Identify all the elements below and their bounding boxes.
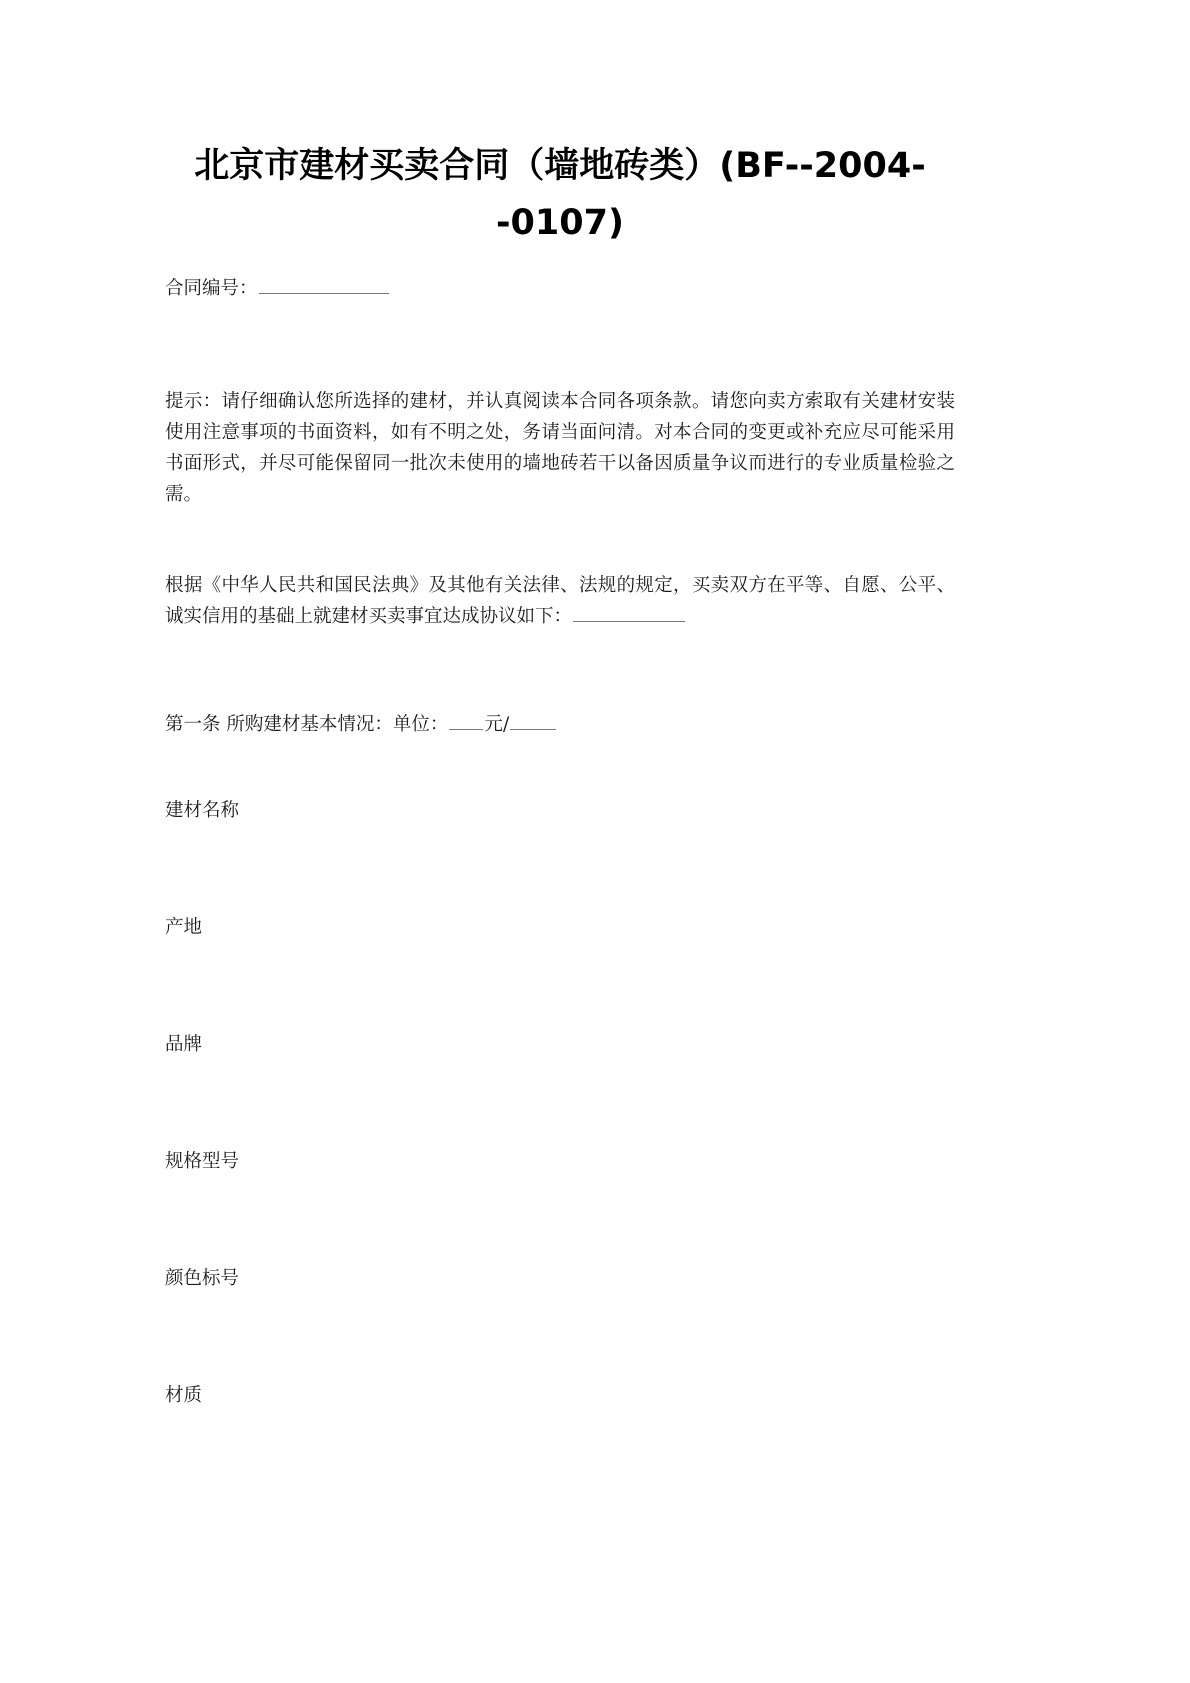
list-item: 规格型号 — [165, 1151, 240, 1173]
unit-price-field[interactable] — [449, 712, 483, 730]
clause-one-number: 第一条 — [165, 714, 221, 736]
contract-number-field[interactable] — [259, 276, 389, 294]
legal-basis-text: 根据《中华人民共和国民法典》及其他有关法律、法规的规定，买卖双方在平等、自愿、公平、诚实信用的基础上就建材买卖事宜达成协议如下： — [165, 575, 955, 628]
legal-basis-field[interactable] — [573, 604, 685, 622]
legal-basis-paragraph — [165, 570, 955, 632]
unit-separator: / — [502, 714, 510, 736]
clause-one-heading — [165, 709, 955, 740]
list-item: 产地 — [165, 917, 203, 939]
list-item: 材质 — [165, 1385, 203, 1407]
clause-one-text: 所购建材基本情况：单位： — [226, 714, 449, 736]
unit-quantity-field[interactable] — [510, 712, 556, 730]
list-item: 建材名称 — [165, 800, 240, 822]
page-title: 北京市建材买卖合同（墙地砖类）(BF--2004--0107) — [194, 146, 926, 243]
list-item: 品牌 — [165, 1034, 203, 1056]
unit-currency: 元 — [484, 714, 503, 736]
document-content — [165, 0, 955, 1497]
contract-number-label: 合同编号： — [165, 278, 258, 300]
contract-number-row — [165, 273, 955, 304]
tip-paragraph: 提示：请仔细确认您所选择的建材，并认真阅读本合同各项条款。请您向卖方索取有关建材安装使用注意事项的书面资料，如有不明之处，务请当面问清。对本合同的变更或补充应尽可能采用书面形式，并尽可能保留同一批次未使用的墙地砖若干以备因质量争议而进行的专业质量检验之需。 — [165, 391, 955, 506]
list-item: 颜色标号 — [165, 1268, 240, 1290]
material-field-list — [165, 740, 955, 1497]
